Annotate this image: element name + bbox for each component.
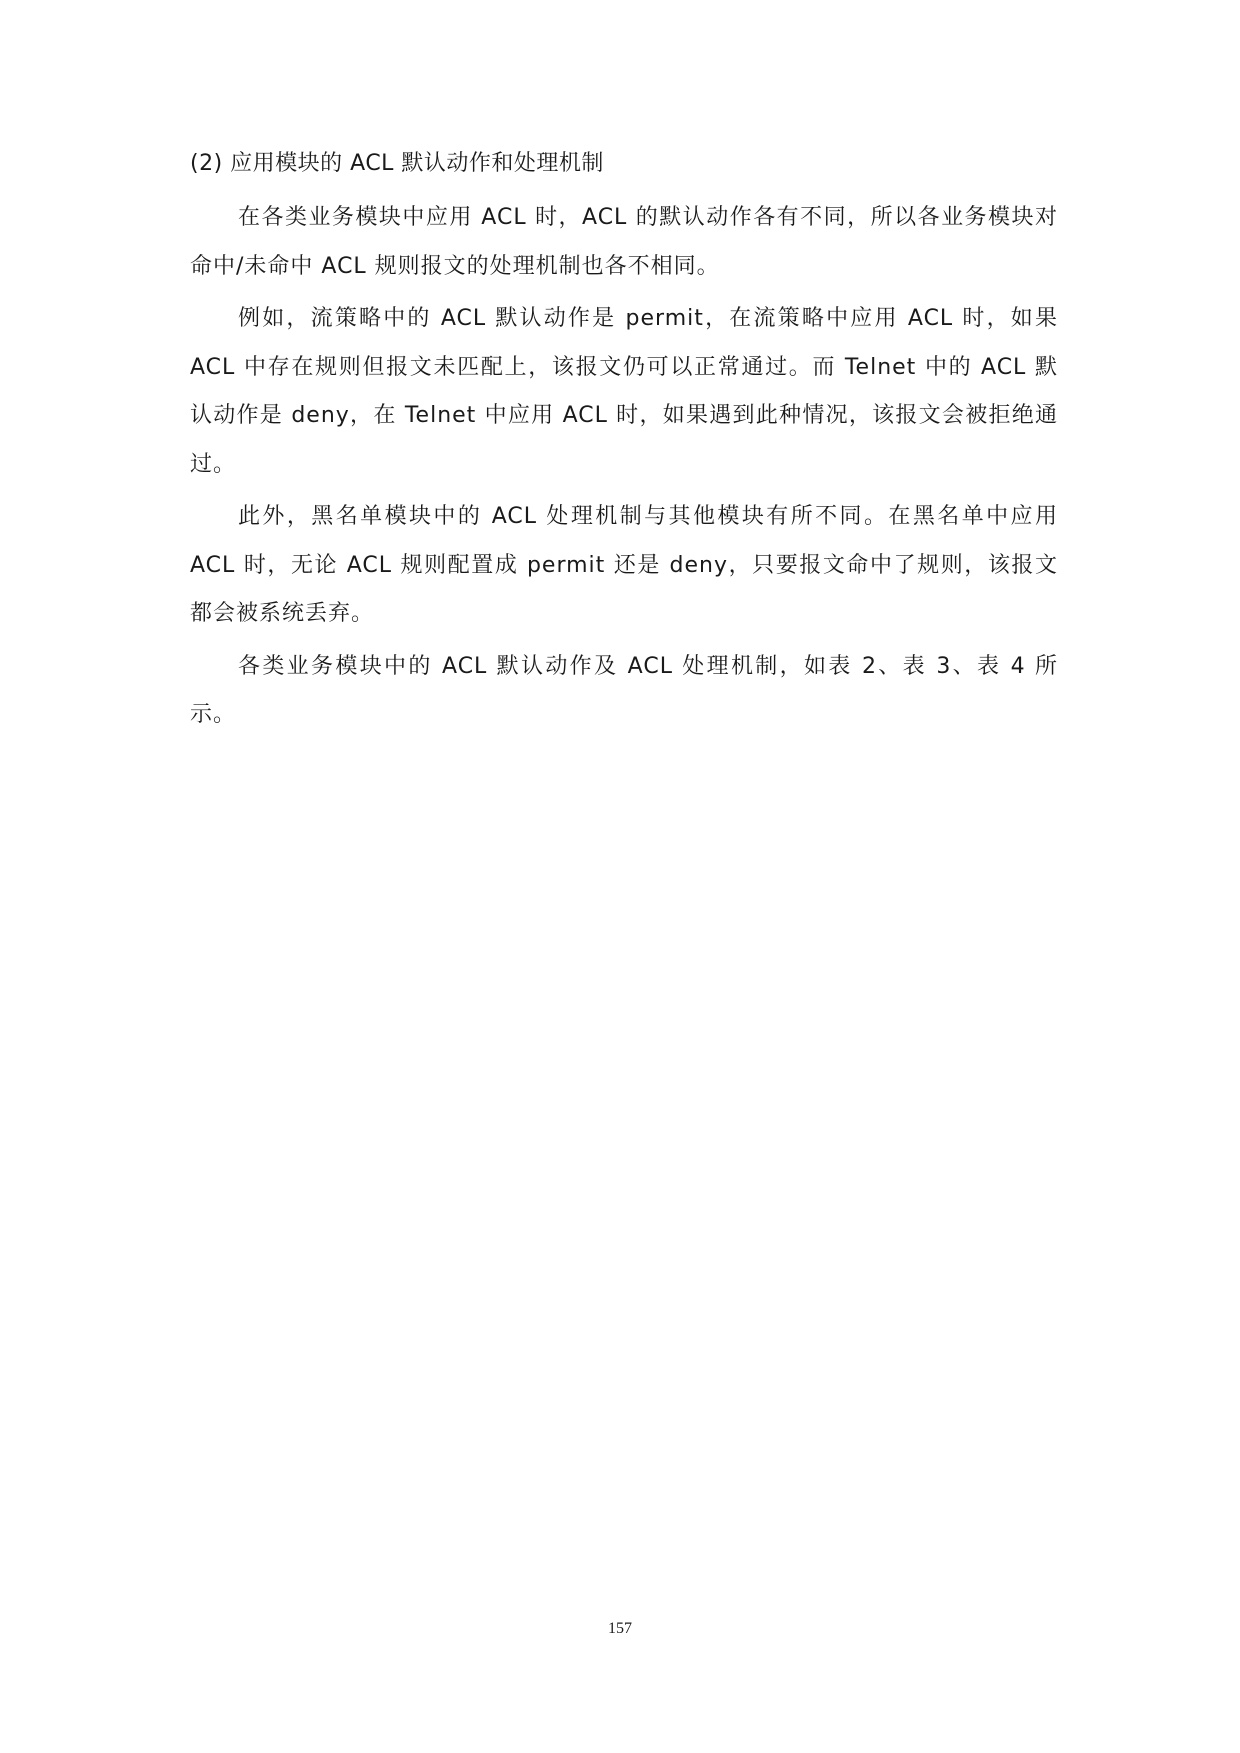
page-number: 157 (608, 1620, 632, 1637)
paragraph-2: 例如，流策略中的 ACL 默认动作是 permit，在流策略中应用 ACL 时，如果 ACL 中存在规则但报文未匹配上，该报文仍可以正常通过。而 Telnet 中的 ACL 默认动作是 deny，在 Telnet 中应用 ACL 时，如果遇到此种情况，该报文会被拒绝通过。 (190, 306, 1058, 477)
paragraph-4: 各类业务模块中的 ACL 默认动作及 ACL 处理机制，如表 2、表 3、表 4 所示。 (190, 653, 1058, 727)
paragraph-1: 在各类业务模块中应用 ACL 时，ACL 的默认动作各有不同，所以各业务模块对命中/未命中 ACL 规则报文的处理机制也各不相同。 (190, 205, 1058, 279)
section-heading: (2) 应用模块的 ACL 默认动作和处理机制 (190, 151, 604, 176)
paragraph-3: 此外，黑名单模块中的 ACL 处理机制与其他模块有所不同。在黑名单中应用 ACL 时，无论 ACL 规则配置成 permit 还是 deny，只要报文命中了规则，该报文都会被系统丢弃。 (190, 504, 1058, 626)
page-body (190, 144, 1058, 744)
